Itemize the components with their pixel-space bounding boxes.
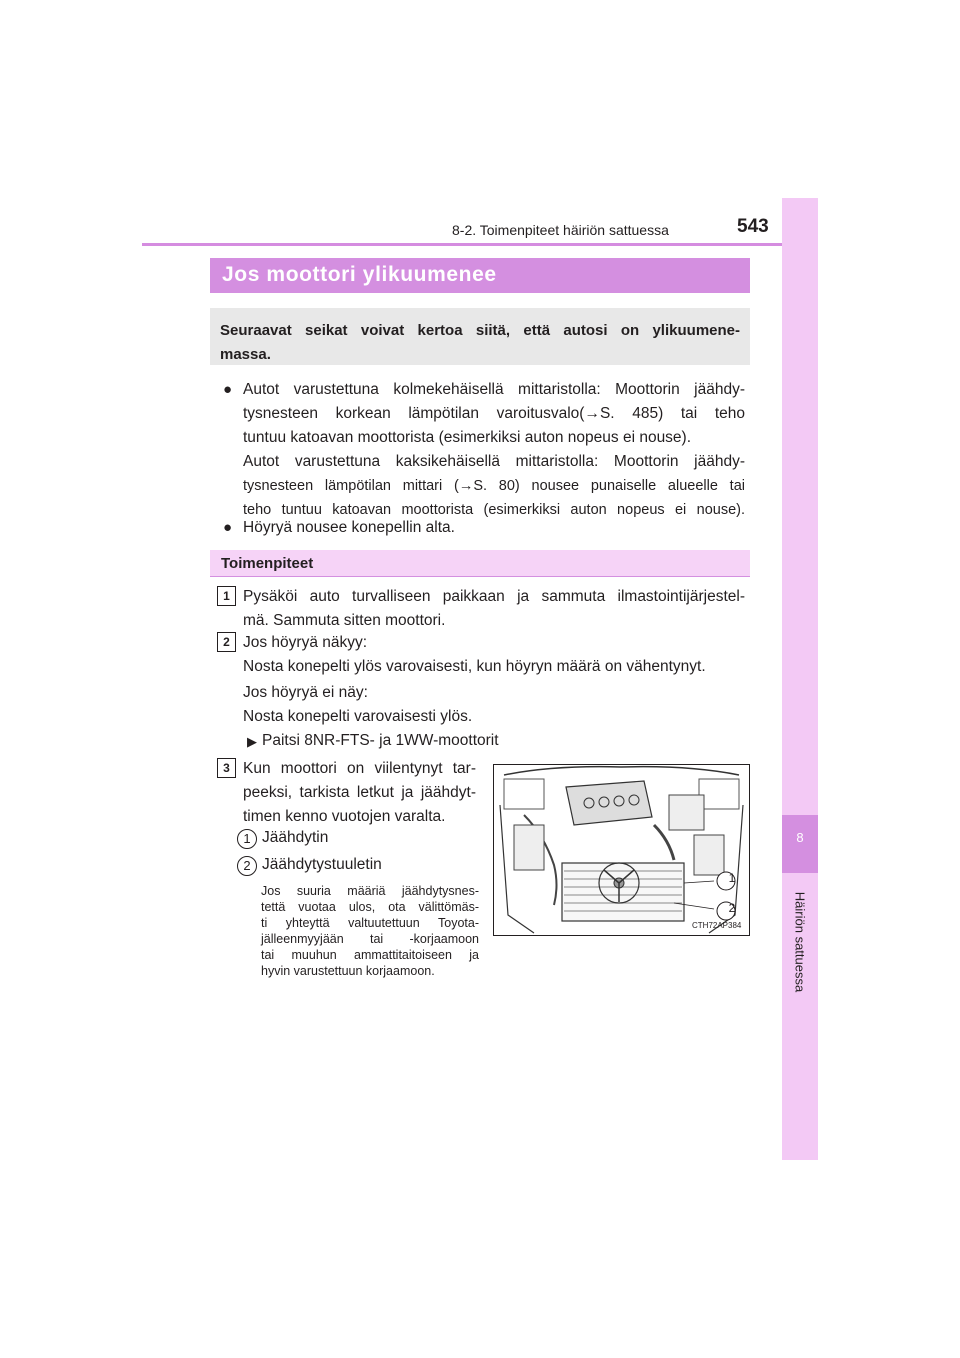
note-line: jälleenmyyjään tai -korjaamoon <box>261 932 479 946</box>
engine-bay-drawing <box>494 765 749 935</box>
page-number: 543 <box>737 216 769 237</box>
chapter-number: 8 <box>796 830 804 845</box>
symptom-item: Höyryä nousee konepellin alta. <box>243 519 455 536</box>
step-text <box>243 681 472 729</box>
note-line: tettä vuotaa ulos, ota välittömäs- <box>261 900 479 914</box>
step-text <box>243 585 745 633</box>
section-heading: Toimenpiteet <box>210 550 750 577</box>
symptom-line: tysnesteen korkean lämpötilan varoitusvalo(→S. 485) tai teho <box>243 405 745 422</box>
step-line: timen kenno vuotojen varalta. <box>243 808 446 825</box>
figure-callout-2: 2 <box>728 901 736 915</box>
component-label: Jäähdytin <box>262 829 329 846</box>
variant-label: Paitsi 8NR-FTS- ja 1WW-moottorit <box>262 732 499 749</box>
note-line: hyvin varustettuun korjaamoon. <box>261 964 435 978</box>
step-line: mä. Sammuta sitten moottori. <box>243 612 446 629</box>
step-line: Kun moottori on viilentynyt tar- <box>243 760 476 777</box>
symptom-item <box>243 378 745 522</box>
step-line: Jos höyryä ei näy: <box>243 684 368 701</box>
symptom-line: Autot varustettuna kolmekehäisellä mittaristolla: Moottorin jäähdy- <box>243 381 745 398</box>
engine-bay-illustration <box>493 764 750 936</box>
callout-number: 1 <box>237 829 257 849</box>
symptom-line: tysnesteen lämpötilan mittari (→S. 80) nousee punaiselle alueelle tai <box>243 478 745 494</box>
intro-box <box>210 308 750 365</box>
callout-number: 2 <box>237 856 257 876</box>
step-line: Nosta konepelti ylös varovaisesti, kun höyryn määrä on vähentynyt. <box>243 658 706 675</box>
symptom-line: tuntuu katoavan moottorista (esimerkiksi auton nopeus ei nouse). <box>243 429 692 446</box>
intro-line: massa. <box>220 346 271 363</box>
component-label: Jäähdytystuuletin <box>262 856 382 873</box>
figure-code: CTH72AP384 <box>692 921 742 930</box>
step-line: Jos höyryä näkyy: <box>243 634 368 651</box>
intro-line: Seuraavat seikat voivat kertoa siitä, että autosi on ylikuumene- <box>220 322 740 339</box>
step-number-box: 3 <box>217 758 236 778</box>
figure-callout-1: 1 <box>728 871 736 885</box>
triangle-bullet-icon: ▶ <box>247 734 257 749</box>
chapter-tab-strip <box>782 198 818 1160</box>
step-number-box: 1 <box>217 586 236 606</box>
bullet-icon: ● <box>223 381 233 398</box>
step-line: peeksi, tarkista letkut ja jäähdyt- <box>243 784 476 801</box>
step-text <box>243 757 476 829</box>
page-title: Jos moottori ylikuumenee <box>210 258 750 293</box>
symptom-line: Autot varustettuna kaksikehäisellä mittaristolla: Moottorin jäähdy- <box>243 453 745 470</box>
header-rule <box>142 243 817 246</box>
chapter-label: Häiriön sattuessa <box>792 891 808 993</box>
note-line: Jos suuria määriä jäähdytysnes- <box>261 884 479 898</box>
bullet-icon: ● <box>223 519 233 536</box>
step-line: Pysäköi auto turvalliseen paikkaan ja sammuta ilmastointijärjestel- <box>243 588 745 605</box>
step-line: Nosta konepelti varovaisesti ylös. <box>243 708 473 725</box>
warning-note <box>261 883 479 979</box>
step-number-box: 2 <box>217 632 236 652</box>
section-header: 8-2. Toimenpiteet häiriön sattuessa <box>452 222 669 238</box>
note-line: ti yhteyttä valtuutettuun Toyota- <box>261 916 479 930</box>
step-text <box>243 631 753 679</box>
note-line: tai muuhun ammattitaitoiseen ja <box>261 948 479 962</box>
symptom-line: teho tuntuu katoavan moottorista (esimerkiksi auton nopeus ei nouse). <box>243 502 745 518</box>
